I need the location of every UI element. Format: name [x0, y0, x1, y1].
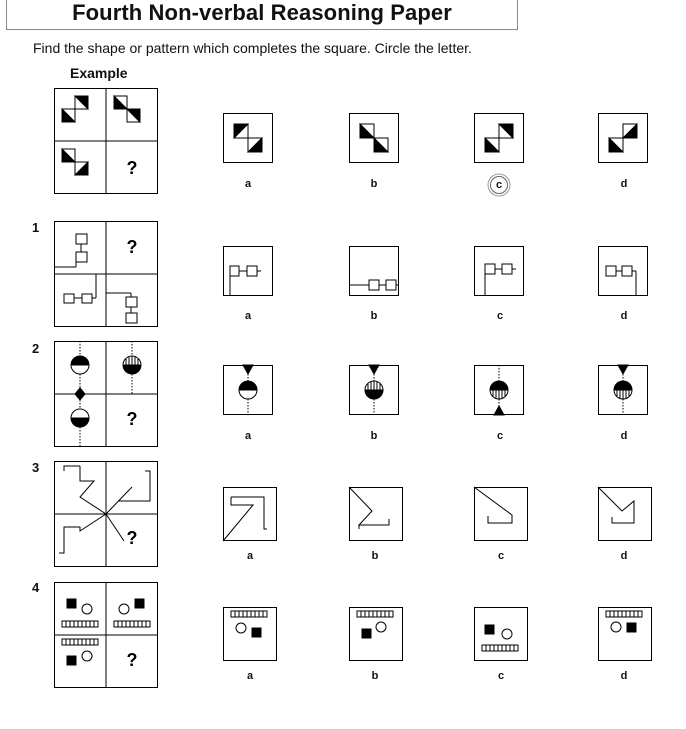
q4-letter-b[interactable]: b	[371, 670, 379, 682]
q1-letter-b[interactable]: b	[370, 310, 378, 322]
page-title-box	[6, 0, 518, 30]
instructions: Find the shape or pattern which completes the square. Circle the letter.	[33, 40, 472, 56]
q4-letter-a[interactable]: a	[246, 670, 254, 682]
q4-letter-c[interactable]: c	[497, 670, 505, 682]
q4-letter-d[interactable]: d	[620, 670, 628, 682]
q4-option-a[interactable]	[223, 607, 277, 661]
q2-option-b[interactable]	[349, 365, 399, 415]
example-puzzle-grid	[54, 88, 158, 194]
q3-letter-b[interactable]: b	[371, 550, 379, 562]
q1-letter-c[interactable]: c	[496, 310, 504, 322]
example-letter-d[interactable]: d	[620, 178, 628, 190]
q3-letter-a[interactable]: a	[246, 550, 254, 562]
q2-option-d[interactable]	[598, 365, 648, 415]
q4-option-d[interactable]	[598, 607, 652, 661]
q1-puzzle-grid	[54, 221, 158, 327]
q1-option-b[interactable]	[349, 246, 399, 296]
missing-mark: ?	[126, 528, 138, 548]
q2-letter-d[interactable]: d	[620, 430, 628, 442]
page-title: Fourth Non-verbal Reasoning Paper	[72, 0, 452, 25]
q2-option-a[interactable]	[223, 365, 273, 415]
example-option-b[interactable]	[349, 113, 399, 163]
q1-letter-d[interactable]: d	[620, 310, 628, 322]
q3-option-c[interactable]	[474, 487, 528, 541]
missing-mark: ?	[126, 650, 138, 670]
example-letter-a[interactable]: a	[244, 178, 252, 190]
example-letter-c-circled[interactable]: c	[490, 176, 508, 194]
q1-option-c[interactable]	[474, 246, 524, 296]
question-number-1: 1	[32, 220, 40, 235]
question-number-3: 3	[32, 460, 40, 475]
q2-letter-b[interactable]: b	[370, 430, 378, 442]
example-label: Example	[70, 65, 128, 81]
q1-option-d[interactable]	[598, 246, 648, 296]
q4-option-b[interactable]	[349, 607, 403, 661]
q2-letter-c[interactable]: c	[496, 430, 504, 442]
example-option-c[interactable]	[474, 113, 524, 163]
example-option-a[interactable]	[223, 113, 273, 163]
q3-letter-c[interactable]: c	[497, 550, 505, 562]
missing-mark: ?	[126, 237, 138, 257]
q1-letter-a[interactable]: a	[244, 310, 252, 322]
q3-option-a[interactable]	[223, 487, 277, 541]
example-letter-b[interactable]: b	[370, 178, 378, 190]
q3-puzzle-grid	[54, 461, 158, 567]
q3-option-b[interactable]	[349, 487, 403, 541]
q2-option-c[interactable]	[474, 365, 524, 415]
q4-puzzle-grid	[54, 582, 158, 688]
q2-letter-a[interactable]: a	[244, 430, 252, 442]
q3-option-d[interactable]	[598, 487, 652, 541]
q2-puzzle-grid	[54, 341, 158, 447]
question-number-2: 2	[32, 341, 40, 356]
q1-option-a[interactable]	[223, 246, 273, 296]
example-option-d[interactable]	[598, 113, 648, 163]
missing-mark: ?	[126, 158, 138, 178]
q3-letter-d[interactable]: d	[620, 550, 628, 562]
question-number-4: 4	[32, 580, 40, 595]
q4-option-c[interactable]	[474, 607, 528, 661]
missing-mark: ?	[126, 409, 138, 429]
